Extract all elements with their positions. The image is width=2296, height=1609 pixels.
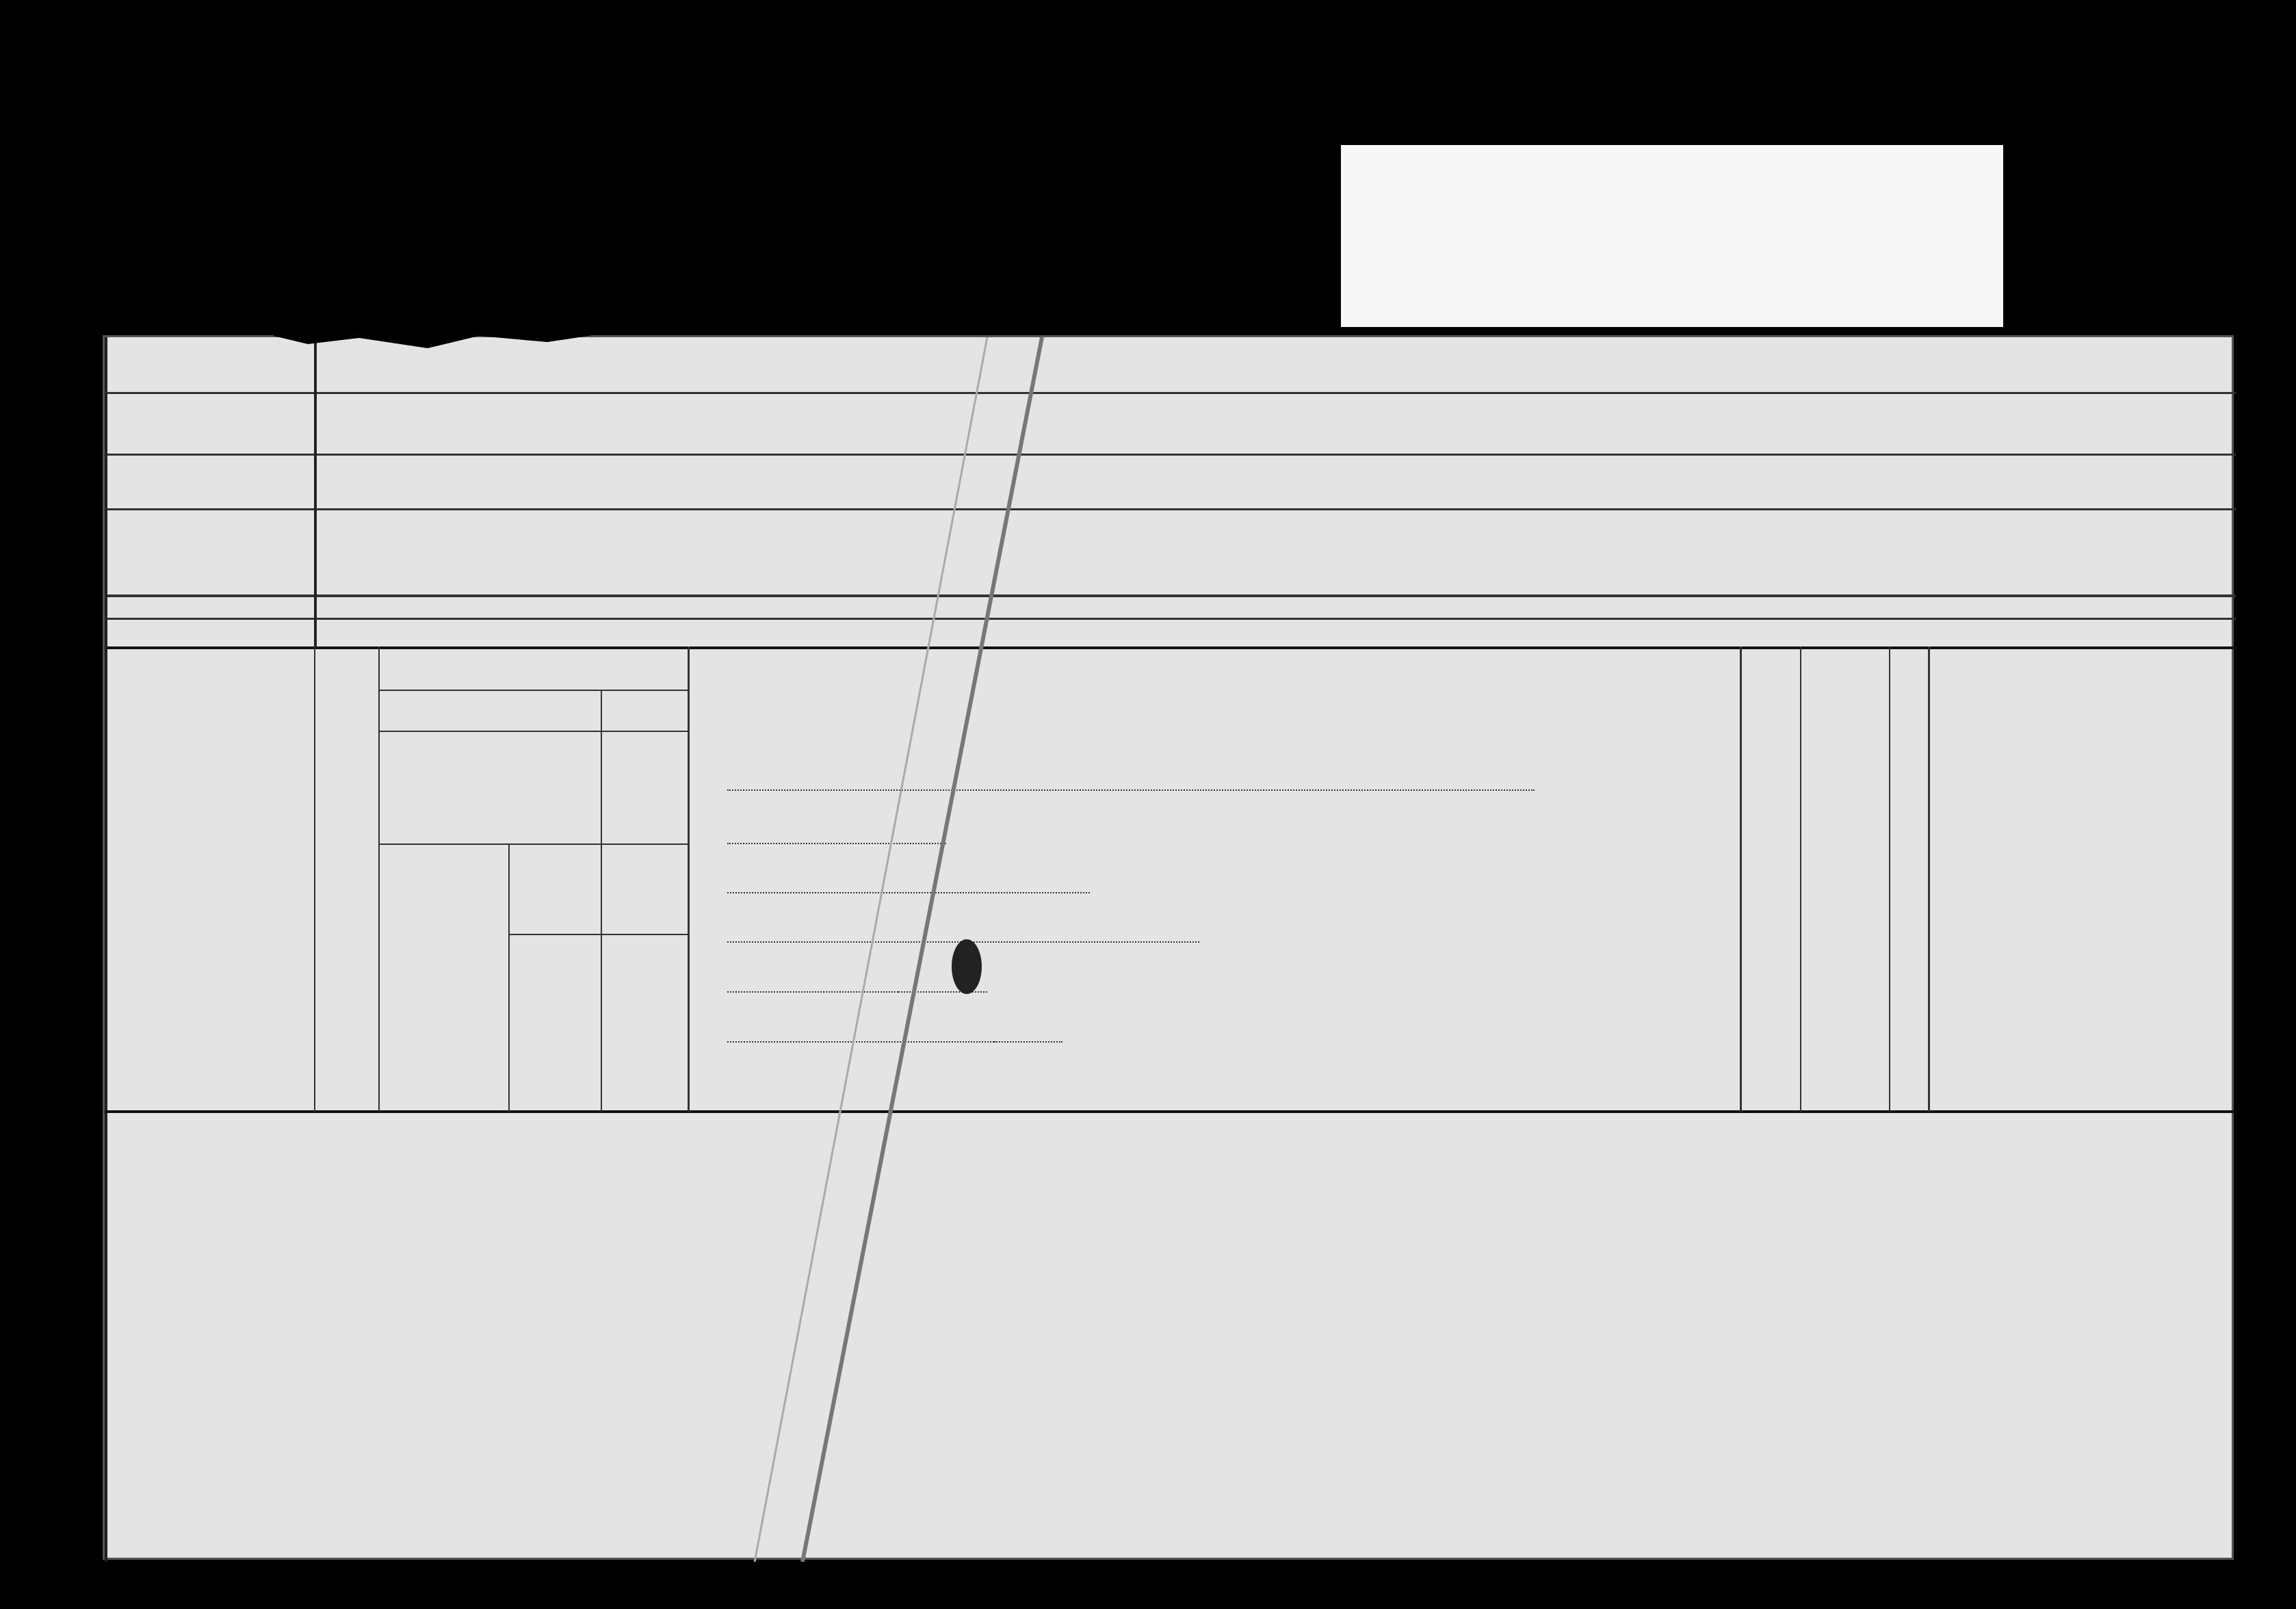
torn-page-label	[1341, 145, 2003, 327]
census-card	[103, 335, 2234, 1560]
crease-line	[105, 337, 2236, 1562]
